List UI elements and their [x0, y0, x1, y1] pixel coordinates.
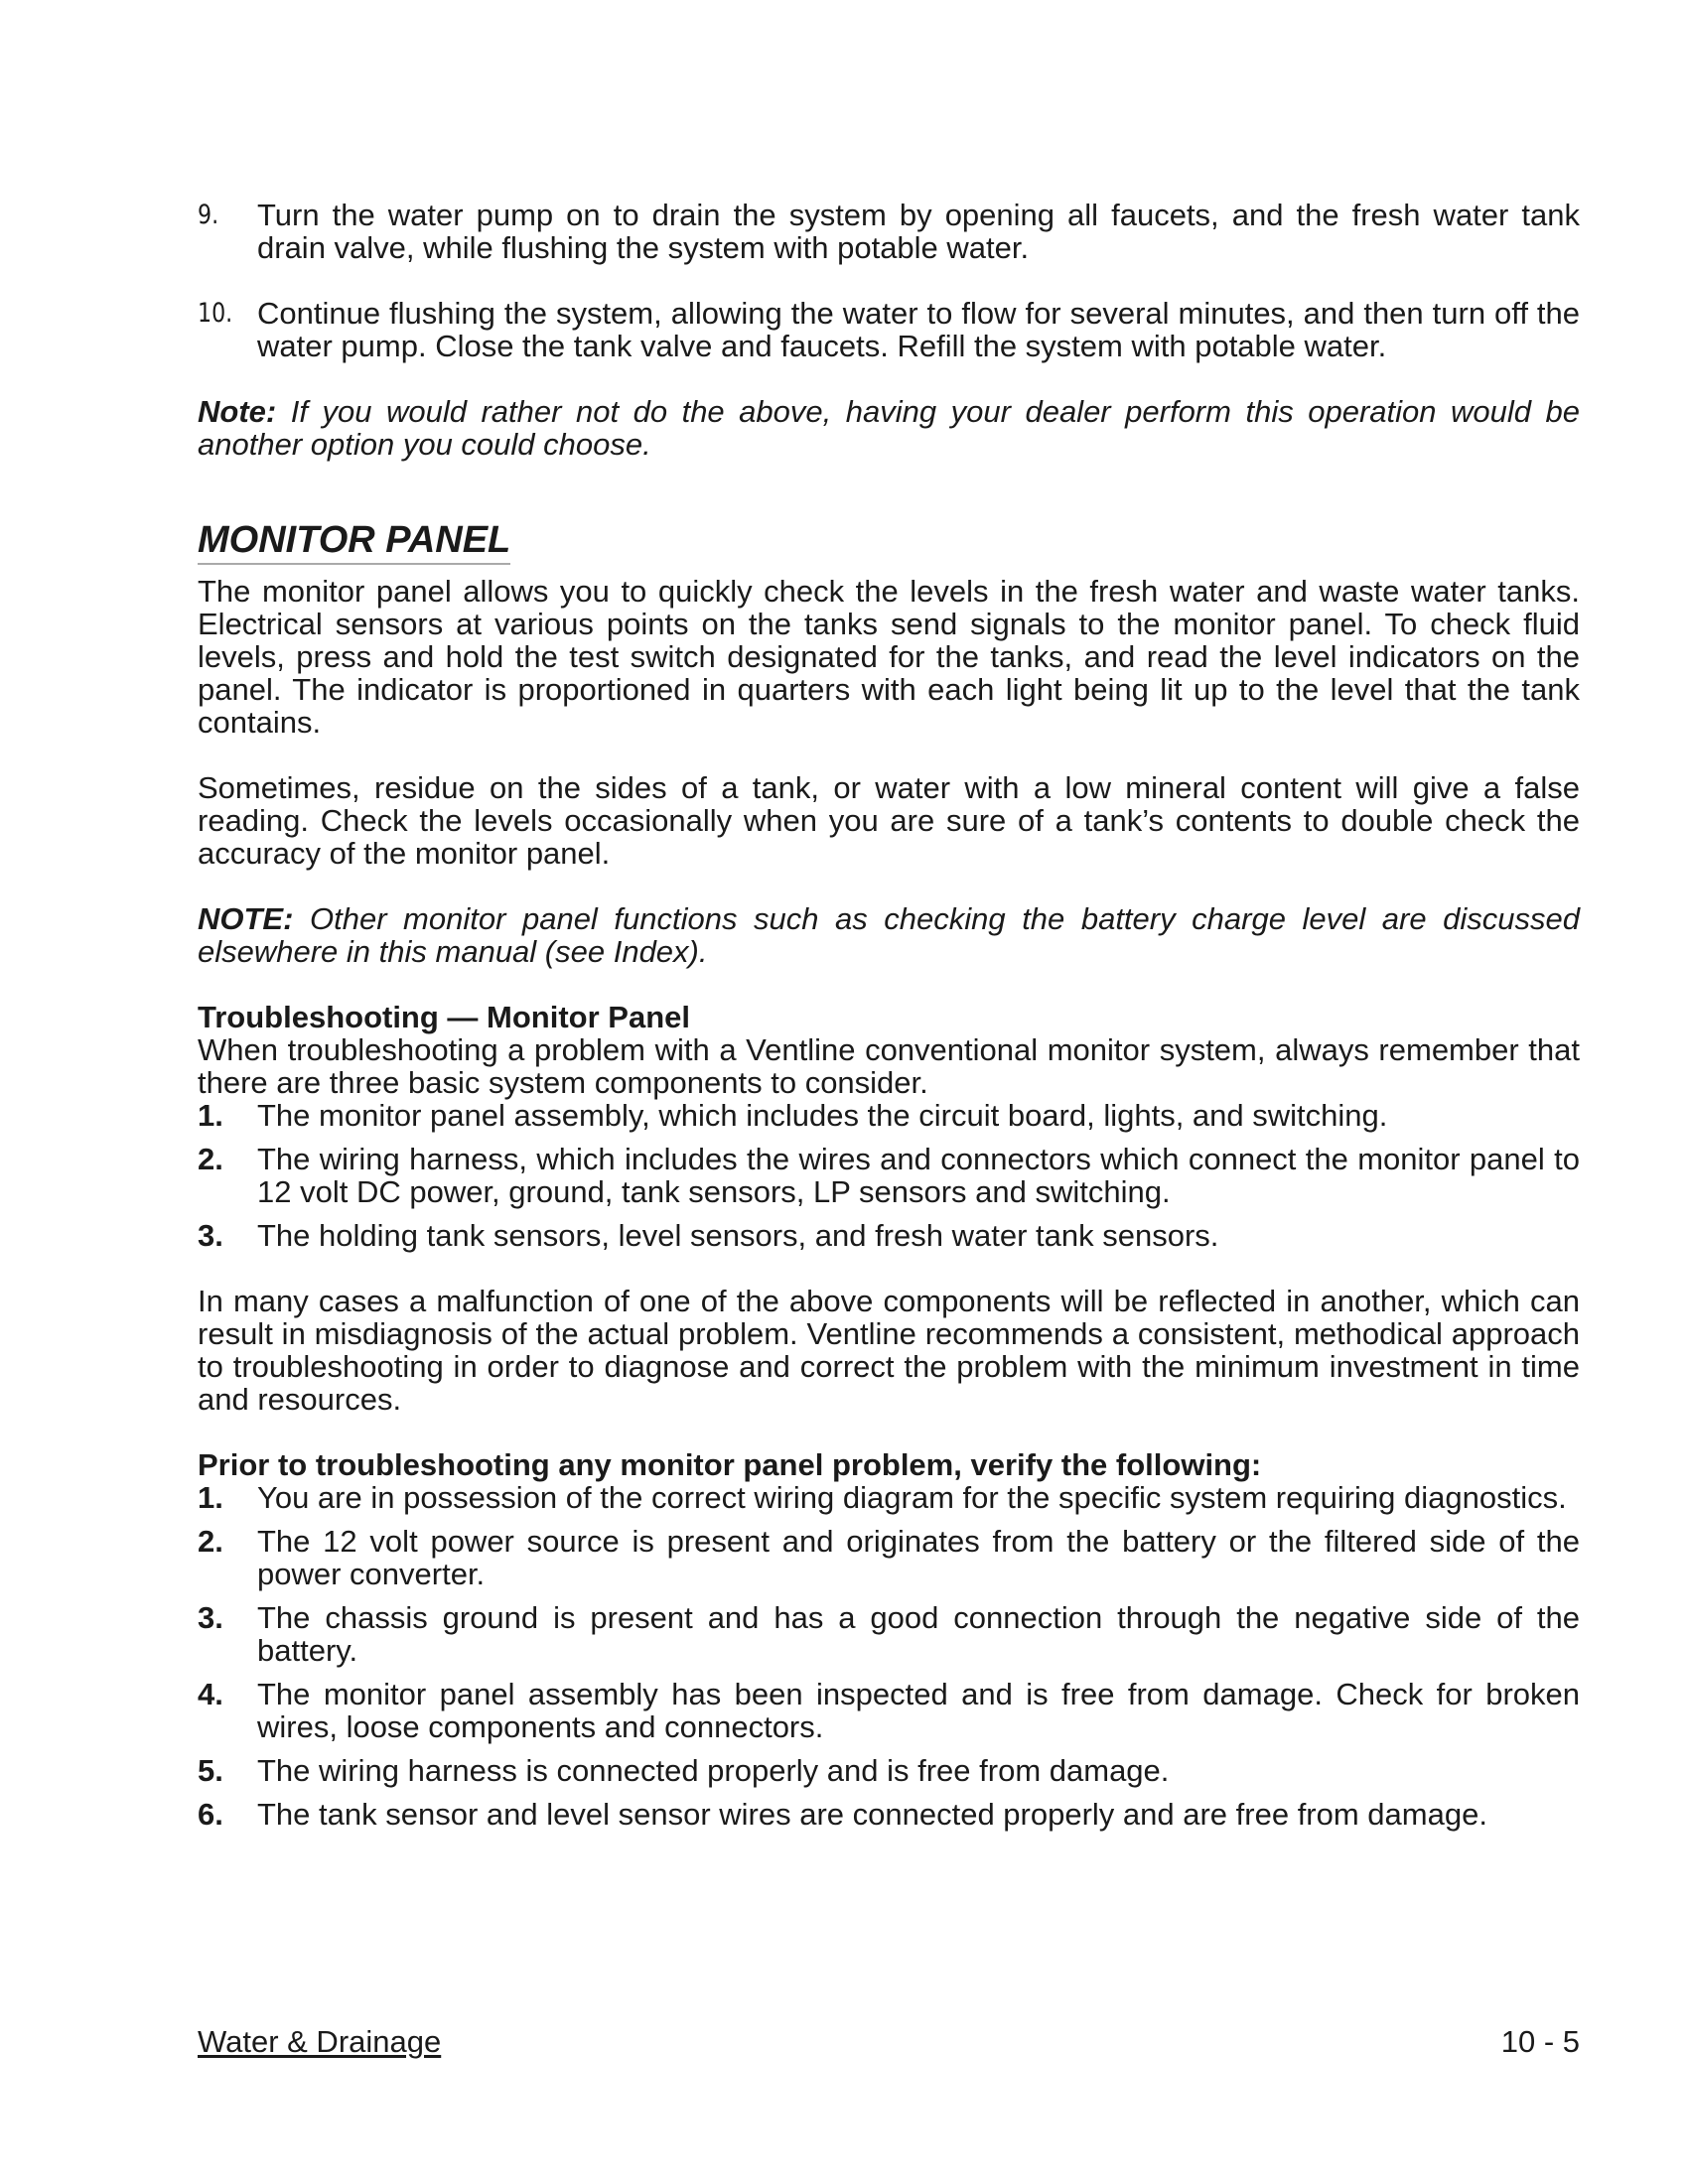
list-text: The holding tank sensors, level sensors, and fresh water tank sensors.	[257, 1218, 1219, 1253]
step-text: Continue flushing the system, allowing the water to flow for several minutes, and then turn off the water pump. Close the tank valve and faucets. Refill the system with potable water.	[257, 296, 1580, 363]
list-number: 2.	[198, 1524, 223, 1559]
note-lead: Note:	[198, 394, 277, 429]
list-number: 3.	[198, 1218, 223, 1253]
list-item	[198, 1678, 1580, 1743]
troubleshooting-heading: Troubleshooting — Monitor Panel	[198, 1000, 690, 1034]
page-body	[198, 199, 1580, 1831]
step-9	[198, 199, 1580, 264]
malfunction-paragraph: In many cases a malfunction of one of the above components will be reflected in another, which can result in misdiagnosis of the actual problem. Ventline recommends a consistent, methodical approach to troubleshooting in order to diagnose and correct the problem with the minimum investment in time and resources.	[198, 1284, 1580, 1417]
step-text: Turn the water pump on to drain the system by opening all faucets, and the fresh water tank drain valve, while flushing the system with potable water.	[257, 198, 1580, 265]
checks-list	[198, 1481, 1580, 1831]
list-item	[198, 1601, 1580, 1667]
dealer-note	[198, 395, 1580, 461]
list-number: 3.	[198, 1600, 223, 1635]
list-item	[198, 1219, 1580, 1252]
step-number: 9.	[198, 200, 219, 230]
list-number: 2.	[198, 1142, 223, 1176]
footer-page-number: 10 - 5	[1500, 2024, 1580, 2059]
list-item	[198, 1754, 1580, 1787]
list-text: The wiring harness, which includes the wires and connectors which connect the monitor panel to 12 volt DC power, ground, tank sensors, LP sensors and switching.	[257, 1142, 1580, 1209]
list-text: The 12 volt power source is present and originates from the battery or the filtered side of the power converter.	[257, 1524, 1580, 1591]
list-number: 6.	[198, 1797, 223, 1832]
list-text: The monitor panel assembly, which includes the circuit board, lights, and switching.	[257, 1098, 1388, 1133]
other-functions-note	[198, 902, 1580, 968]
note-text: If you would rather not do the above, having your dealer perform this operation would be another option you could choose.	[198, 394, 1580, 462]
list-item	[198, 1143, 1580, 1208]
list-item	[198, 1525, 1580, 1590]
note-lead: NOTE:	[198, 901, 294, 936]
note-text: Other monitor panel functions such as checking the battery charge level are discussed elsewhere in this manual (see Index).	[198, 901, 1580, 969]
list-item	[198, 1099, 1580, 1132]
monitor-panel-intro: The monitor panel allows you to quickly check the levels in the fresh water and waste water tanks. Electrical sensors at various points on the tanks send signals to the monitor panel. To check fluid levels, press and hold the test switch designated for the tanks, and read the level indicators on the panel. The indicator is proportioned in quarters with each light being lit up to the level that the tank contains.	[198, 574, 1580, 740]
footer-section-name: Water & Drainage	[198, 2024, 442, 2059]
list-number: 1.	[198, 1480, 223, 1515]
list-number: 1.	[198, 1098, 223, 1133]
list-text: The chassis ground is present and has a good connection through the negative side of the battery.	[257, 1600, 1580, 1668]
list-number: 4.	[198, 1677, 223, 1711]
monitor-panel-accuracy: Sometimes, residue on the sides of a tank, or water with a low mineral content will give a false reading. Check the levels occasionally when you are sure of a tank’s contents to double check the accuracy of the monitor panel.	[198, 770, 1580, 871]
list-text: The wiring harness is connected properly and is free from damage.	[257, 1753, 1170, 1788]
list-text: The tank sensor and level sensor wires are connected properly and are free from damage.	[257, 1797, 1487, 1832]
step-10	[198, 297, 1580, 362]
list-text: You are in possession of the correct wiring diagram for the specific system requiring diagnostics.	[257, 1480, 1567, 1515]
list-item	[198, 1798, 1580, 1831]
list-number: 5.	[198, 1753, 223, 1788]
prior-heading: Prior to troubleshooting any monitor panel problem, verify the following:	[198, 1447, 1262, 1482]
section-title: MONITOR PANEL	[198, 518, 510, 565]
step-number: 10.	[198, 298, 233, 329]
components-list	[198, 1099, 1580, 1252]
list-item	[198, 1481, 1580, 1514]
troubleshooting-intro: When troubleshooting a problem with a Ventline conventional monitor system, always remember that there are three basic system components to consider.	[198, 1032, 1580, 1100]
list-text: The monitor panel assembly has been inspected and is free from damage. Check for broken wires, loose components and connectors.	[257, 1677, 1580, 1744]
